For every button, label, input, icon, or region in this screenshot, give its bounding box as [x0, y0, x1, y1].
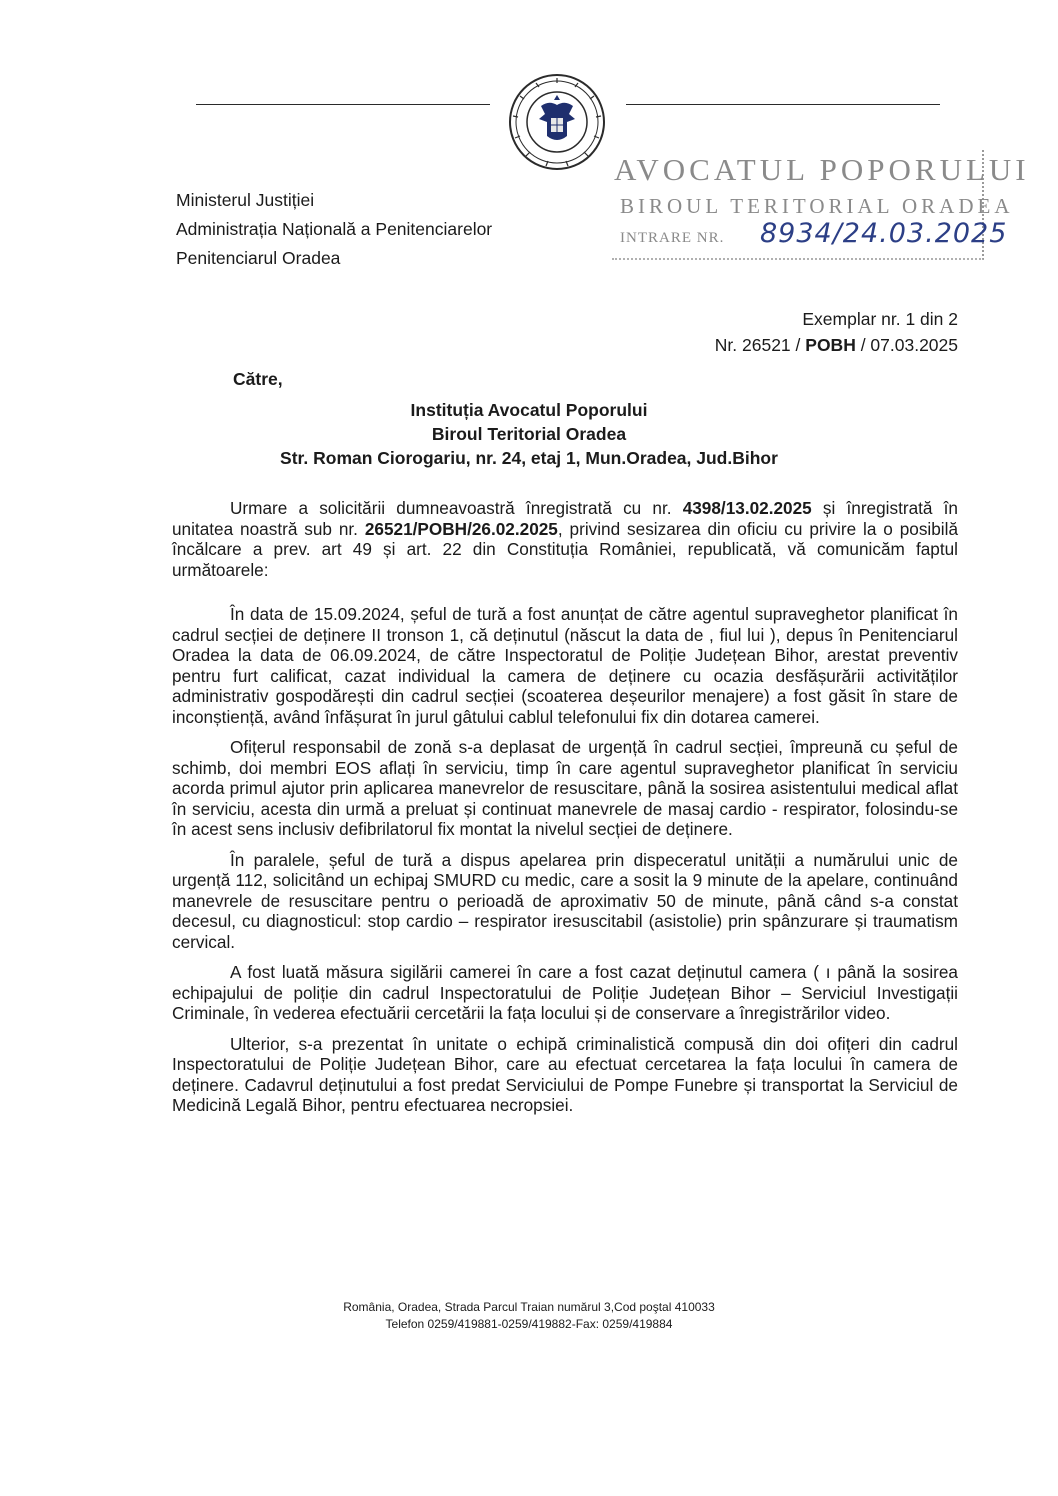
- header-rule-left: [196, 104, 490, 105]
- recipient-address: Str. Roman Ciorogariu, nr. 24, etaj 1, Mun.Oradea, Jud.Bihor: [280, 448, 778, 468]
- stamp-registration-handwritten: 8934/24.03.2025: [760, 218, 1008, 249]
- copy-number: Exemplar nr. 1 din 2: [802, 309, 958, 329]
- sender-ministry: Ministerul Justiției: [176, 190, 315, 210]
- recipient-institution: Instituția Avocatul Poporului: [410, 400, 648, 420]
- ministry-seal-icon: [488, 72, 626, 172]
- doc-number-code: POBH: [805, 335, 856, 355]
- paragraph-smurd: În paralele, șeful de tură a dispus apelarea prin dispeceratul unității a numărului unic de urgență 112, solicitând un echipaj SMURD cu medic, care a sosit la 9 minute de la apelare, continuând manevrele de resuscitare pentru o perioadă de aproximativ 50 de minute, până când s-a constat decesul, cu diagnosticul: stop cardio – respirator iresuscitabil (asistolie) prin spânzurare și traumatism cervical.: [172, 849, 958, 952]
- header-rule-right: [626, 104, 940, 105]
- intro-text-1: Urmare a solicitării dumneavoastră înregistrată cu nr.: [230, 498, 683, 518]
- sender-penitentiary: Penitenciarul Oradea: [176, 248, 341, 268]
- sender-administration: Administrația Națională a Penitenciarelor: [176, 219, 493, 239]
- stamp-office: BIROUL TERITORIAL ORADEA: [620, 194, 1014, 218]
- footer-address: România, Oradea, Strada Parcul Traian numărul 3,Cod poştal 410033: [343, 1300, 715, 1314]
- reference-block: [715, 306, 958, 358]
- intro-internal-number: 26521/POBH/26.02.2025: [364, 518, 558, 539]
- doc-number-date: / 07.03.2025: [855, 335, 958, 355]
- paragraph-forensics: Ulterior, s-a prezentat în unitate o echipă criminalistică compusă din doi ofițeri din cadrul Inspectoratului de Poliție Județean Bihor, care au efectuat cercetarea la fața locului în camera de deținere. Cadavrul deținutului a fost predat Serviciului de Pompe Funebre și transportat la Serviciul de Medicină Legală Bihor, pentru efectuarea necropsiei.: [172, 1033, 958, 1115]
- sender-block: [176, 186, 492, 273]
- paragraph-sealing: A fost luată măsura sigilării camerei în care a fost cazat deținutul camera ( ı până la sosirea echipajului de poliție din cadrul Inspectoratului de Poliție Județean Bihor – Serviciul Investigații Criminale, în vederea efectuării cercetării la fața locului și de conservare a înregistrărilor video.: [172, 962, 958, 1023]
- salutation: Către,: [233, 369, 283, 389]
- stamp-institution: AVOCATUL POPORULUI: [614, 152, 1030, 187]
- intro-text-2: și înregistrată în unitatea noastră sub nr.: [172, 498, 958, 539]
- paragraph-intro: [172, 498, 958, 580]
- doc-number-prefix: Nr. 26521 /: [714, 335, 806, 355]
- intro-ref-number: 4398/13.02.2025: [682, 498, 812, 518]
- registry-stamp: [612, 150, 1030, 266]
- footer-contact: Telefon 0259/419881-0259/419882-Fax: 0259/419884: [385, 1317, 673, 1331]
- paragraph-first-aid: Ofițerul responsabil de zonă s-a deplasat de urgență în cadrul secției, împreună cu șeful de schimb, doi membri EOS aflați în serviciu, timp în care agentul supraveghetor planificat în serviciu acorda primul ajutor prin aplicarea manevrelor de resuscitare, până la sosirea asistentului medical aflat în serviciu, acesta din urmă a preluat și continuat manevrele de masaj cardio - respirator, folosindu-se în acest sens inclusiv defibrilatorul fix montat la nivelul secției de deținere.: [172, 737, 958, 839]
- document-number: [715, 332, 958, 358]
- stamp-entry-label: INTRARE NR.: [620, 230, 725, 246]
- recipient-office: Biroul Teritorial Oradea: [431, 424, 627, 444]
- paragraph-incident: În data de 15.09.2024, șeful de tură a fost anunțat de către agentul supraveghetor planificat în cadrul secției de deținere II tronson 1, că deținutul (născut la data de , fiul lui ), depus în Penitenciarul Oradea la data de 06.09.2024, de către Inspectoratul de Poliție Județean Bihor, arestat preventiv pentru furt calificat, cazat individual la camera de deținere cu ocazia desfășurării activităților administrativ gospodărești din cadrul secției (scoaterea deșeurilor menajere) a fost găsit în stare de inconștiență, având înfășurat în jurul gâtului cablul telefonului fix din dotarea camerei.: [172, 604, 958, 727]
- recipient-block: [100, 398, 958, 470]
- intro-text-3: , privind sesizarea din oficiu cu privire la o posibilă încălcare a prev. art 49 și art. 22 din Constituția României, republicată, vă comunicăm faptul următoarele:: [172, 518, 958, 580]
- page-footer: [0, 1299, 1058, 1333]
- letter-body: [172, 498, 958, 1126]
